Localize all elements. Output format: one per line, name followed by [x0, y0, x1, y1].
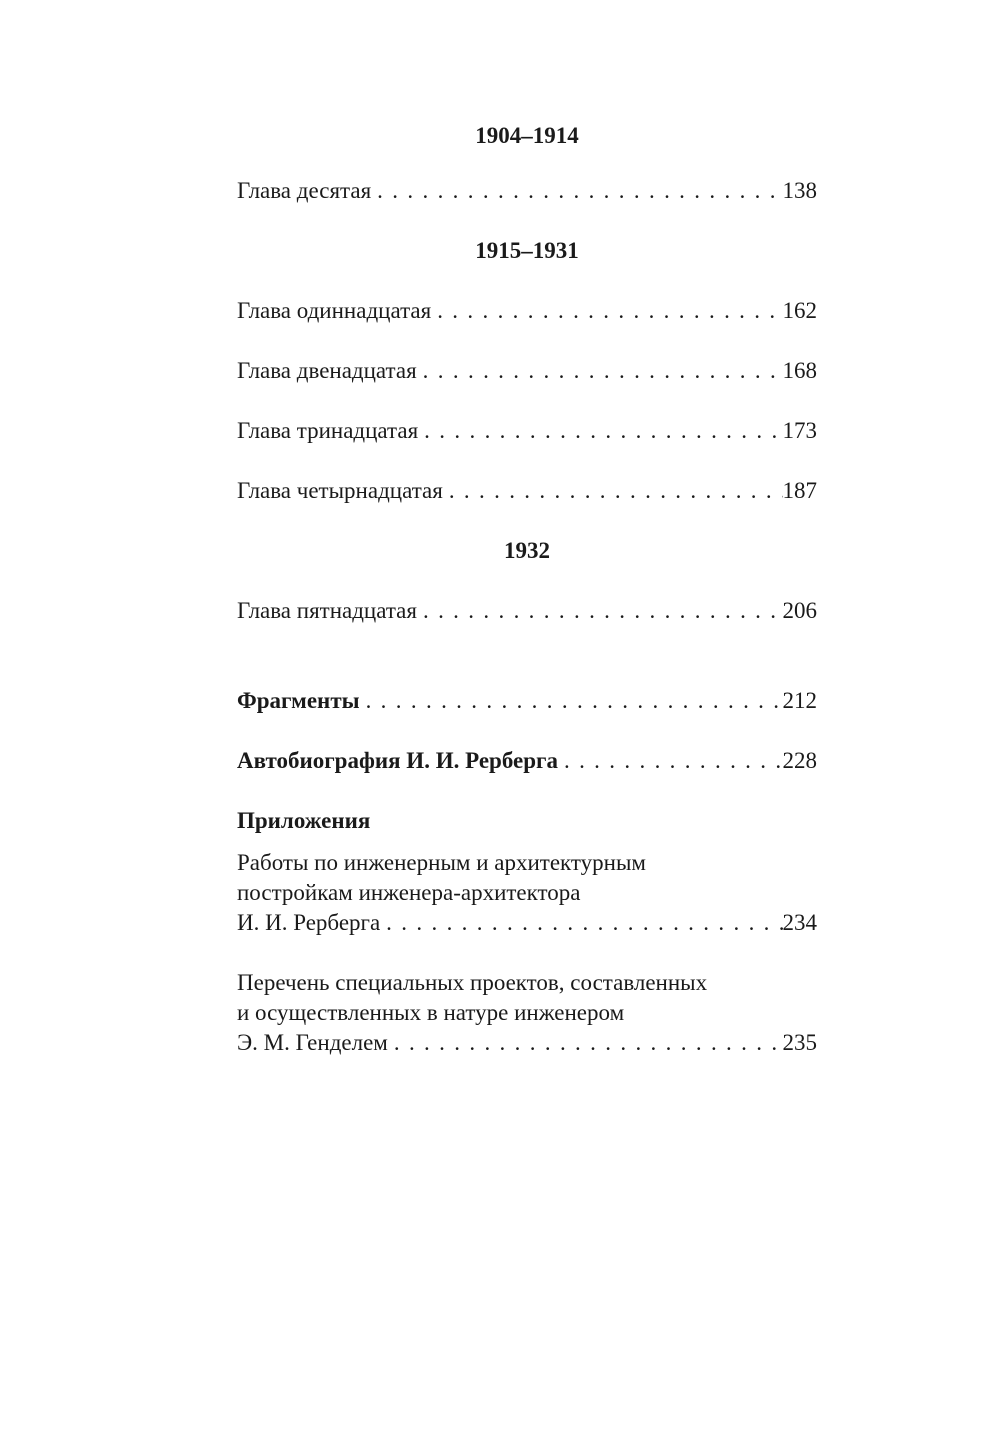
- entry-page-number: 168: [782, 358, 817, 383]
- entry-title: Глава тринадцатая: [237, 418, 419, 443]
- entry-title: Фрагменты: [237, 688, 360, 713]
- period-heading: 1932: [504, 538, 550, 563]
- entry-title-line: постройкам инженера-архитектора: [237, 880, 581, 905]
- dot-leader: [417, 356, 783, 386]
- dot-leader: [371, 176, 782, 206]
- entry-title-line: Работы по инженерным и архитектурным: [237, 850, 646, 875]
- entry-title: И. И. Рерберга: [237, 910, 381, 935]
- toc-entry[interactable]: [237, 356, 817, 386]
- entry-page-number: 187: [782, 478, 817, 503]
- dot-leader: [388, 1028, 783, 1058]
- dot-leader: [558, 746, 783, 776]
- entry-page-number: 162: [782, 298, 817, 323]
- entry-title: Глава десятая: [237, 178, 372, 203]
- entry-title: Э. М. Генделем: [237, 1030, 388, 1055]
- entry-title-line: Перечень специальных проектов, составленных: [237, 970, 708, 995]
- toc-entry[interactable]: [237, 476, 817, 506]
- toc-entry-fragments[interactable]: [237, 686, 817, 716]
- entry-title: Автобиография И. И. Рерберга: [237, 748, 558, 773]
- period-heading: 1904–1914: [475, 123, 579, 148]
- toc-entry[interactable]: [237, 176, 817, 206]
- entry-title: Глава четырнадцатая: [237, 478, 443, 503]
- period-heading: 1915–1931: [475, 238, 579, 263]
- dot-leader: [431, 296, 782, 326]
- entry-page-number: 138: [782, 178, 817, 203]
- appendix-entry[interactable]: [237, 968, 817, 1058]
- entry-page-number: 228: [782, 748, 817, 773]
- entry-page-number: 235: [782, 1030, 817, 1055]
- entry-title: Глава одиннадцатая: [237, 298, 432, 323]
- dot-leader: [380, 908, 782, 938]
- appendix-entry[interactable]: [237, 848, 817, 938]
- dot-leader: [443, 476, 783, 506]
- entry-page-number: 234: [782, 910, 817, 935]
- entry-page-number: 206: [782, 598, 817, 623]
- entry-last-line: [237, 1028, 817, 1058]
- entry-title: Глава двенадцатая: [237, 358, 417, 383]
- entry-page-number: 173: [782, 418, 817, 443]
- appendices-heading: Приложения: [237, 808, 371, 833]
- dot-leader: [418, 416, 782, 446]
- entry-title: Глава пятнадцатая: [237, 598, 417, 623]
- toc-entry[interactable]: [237, 596, 817, 626]
- entry-last-line: [237, 908, 817, 938]
- dot-leader: [417, 596, 783, 626]
- toc-entry[interactable]: [237, 416, 817, 446]
- toc-entry[interactable]: [237, 296, 817, 326]
- entry-page-number: 212: [782, 688, 817, 713]
- dot-leader: [360, 686, 783, 716]
- entry-title-line: и осуществленных в натуре инженером: [237, 1000, 625, 1025]
- toc-entry-autobiography[interactable]: [237, 746, 817, 776]
